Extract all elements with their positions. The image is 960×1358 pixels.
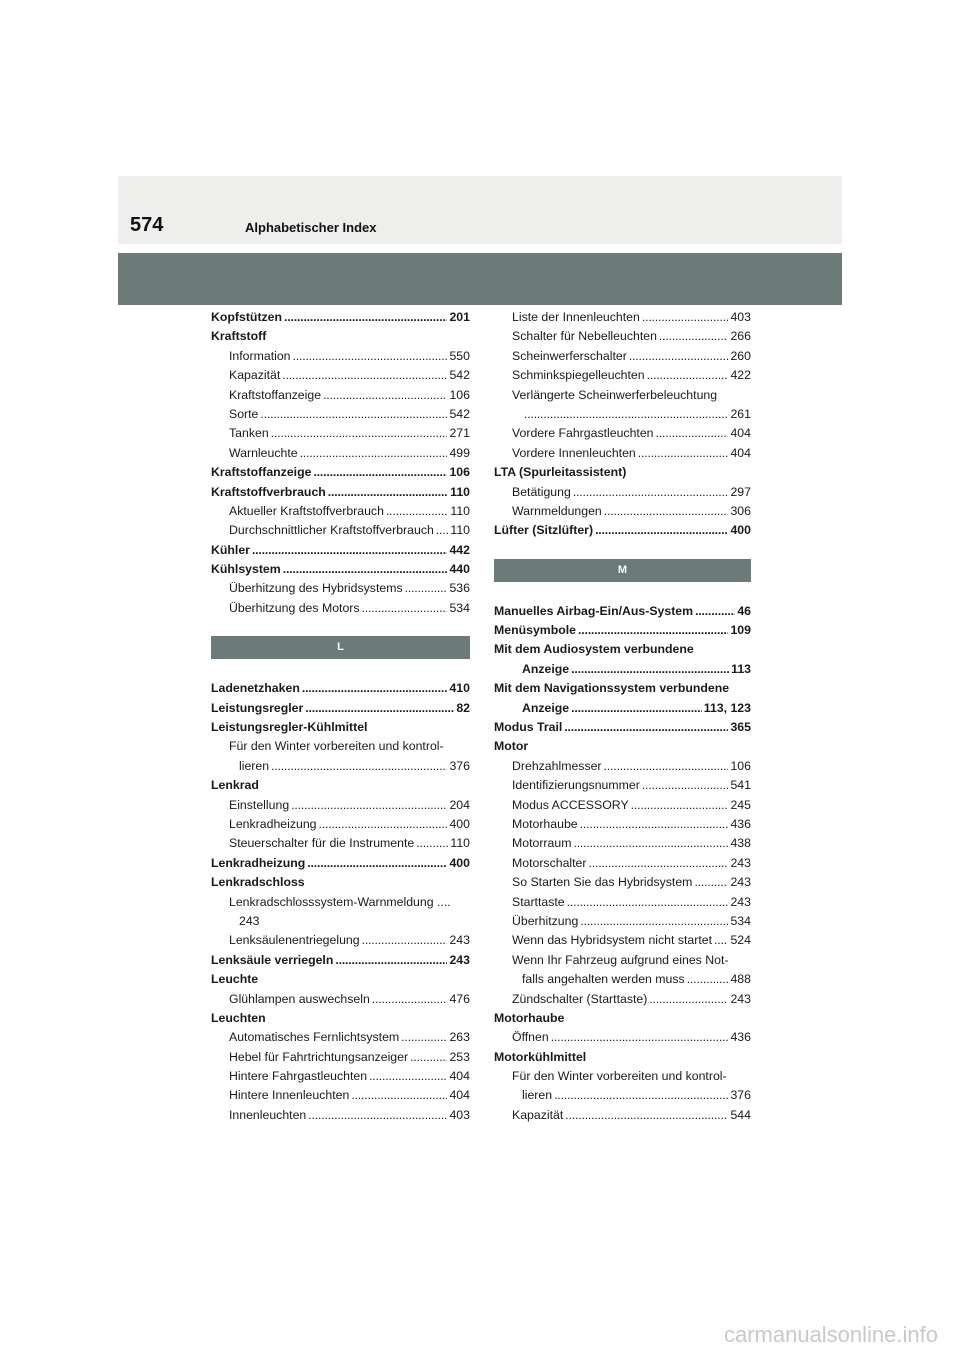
dot-leader [687, 970, 729, 989]
index-entry-label: Motorschalter [512, 855, 587, 870]
index-entry [211, 815, 470, 834]
index-entry-page[interactable]: 442 [449, 542, 470, 557]
index-entry-label: Wenn Ihr Fahrzeug aufgrund eines Not- [512, 952, 729, 967]
index-entry [494, 796, 751, 815]
index-column-left [211, 308, 470, 1125]
index-entry-page[interactable]: 376 [449, 758, 470, 773]
index-entry [211, 1048, 470, 1067]
index-entry-page[interactable]: 243 [449, 952, 470, 967]
index-entry-page[interactable]: 536 [449, 581, 470, 596]
dot-leader [271, 424, 448, 443]
index-entry [211, 483, 470, 502]
index-entry-page[interactable]: 403 [730, 310, 751, 324]
index-entry [211, 757, 470, 776]
index-entry [211, 1106, 470, 1125]
index-entry-label: Lenkradheizung [211, 855, 306, 870]
index-entry [211, 444, 470, 463]
index-entry-label: Lenkrad [211, 778, 259, 793]
dot-leader [604, 502, 729, 521]
index-entry-page[interactable]: 541 [730, 778, 751, 793]
index-entry-label: Leistungsregler [211, 700, 304, 715]
watermark: carmanualsonline.info [723, 1322, 938, 1347]
index-entry-label: Einstellung [229, 797, 290, 812]
index-entry [211, 308, 470, 327]
section-bar-m: M [494, 559, 751, 582]
index-entry [494, 815, 751, 834]
page-header [118, 176, 842, 244]
index-entry-page[interactable]: 404 [449, 1088, 470, 1103]
dot-leader [260, 405, 447, 424]
index-entry-label: Sorte [229, 406, 259, 421]
index-entry [211, 990, 470, 1009]
dot-leader [573, 483, 729, 502]
index-entry-label: Zündschalter (Starttaste) [512, 991, 648, 1006]
index-entry-page[interactable]: 410 [449, 681, 470, 696]
dot-leader [564, 718, 728, 737]
index-entry [494, 699, 751, 718]
index-entry [494, 327, 751, 346]
index-entry [494, 1106, 751, 1125]
dot-leader [524, 405, 728, 424]
index-entry-page[interactable]: 542 [449, 406, 470, 421]
dot-leader [283, 560, 448, 579]
dot-leader [362, 931, 448, 950]
index-entry [494, 1048, 751, 1067]
index-entry [211, 1009, 470, 1028]
index-entry [494, 951, 751, 970]
dot-leader [284, 308, 447, 327]
index-entry [211, 776, 470, 795]
index-entry [211, 718, 470, 737]
index-entry-page[interactable]: 82 [456, 700, 470, 715]
index-entry-label: Schminkspiegelleuchten [512, 368, 645, 383]
index-entry-page[interactable]: 440 [449, 562, 470, 577]
index-entry [494, 1028, 751, 1047]
index-entry-page[interactable]: 524 [730, 933, 751, 948]
index-entry-label: Drehzahlmesser [512, 758, 602, 773]
index-list-right-a [494, 308, 751, 541]
index-entry-label: Modus Trail [494, 720, 563, 735]
index-entry-page[interactable]: 253 [449, 1049, 470, 1064]
index-entry-label: Lenksäulenentriegelung [229, 933, 360, 948]
index-entry-page[interactable]: 488 [730, 972, 751, 987]
index-entry-page[interactable]: 476 [449, 991, 470, 1006]
index-entry [494, 873, 751, 892]
index-entry-page[interactable]: 110 [450, 523, 470, 538]
index-entry-page[interactable]: 404 [449, 1069, 470, 1084]
dot-leader [362, 599, 448, 618]
index-entry-label: Lenkradschloss [211, 875, 305, 890]
index-entry-page[interactable]: 400 [449, 855, 470, 870]
index-entry-page[interactable]: 271 [449, 426, 470, 441]
index-entry-page[interactable]: 110 [450, 503, 470, 518]
index-entry [494, 931, 751, 950]
index-entry-label: Lüfter (Sitzlüfter) [494, 523, 594, 538]
dot-leader [319, 815, 448, 834]
index-entry [211, 912, 470, 931]
index-entry-label: Leistungsregler-Kühlmittel [211, 720, 368, 735]
index-entry [494, 1086, 751, 1105]
dot-leader [551, 1028, 729, 1047]
index-entry-label: Vordere Fahrgastleuchten [512, 426, 654, 441]
index-entry [211, 541, 470, 560]
page-header-title: Alphabetischer Index [245, 220, 377, 235]
index-column-right [494, 308, 751, 1125]
index-entry [494, 660, 751, 679]
dot-leader [293, 347, 448, 366]
index-entry [494, 347, 751, 366]
dot-leader [659, 327, 729, 346]
index-entry-label: Innenleuchten [229, 1107, 307, 1122]
header-band [118, 253, 842, 305]
index-entry-page[interactable]: 266 [730, 329, 751, 344]
dot-leader [554, 1086, 728, 1105]
index-entry-page[interactable]: 260 [730, 348, 751, 363]
index-entry [494, 737, 751, 756]
index-entry-page[interactable]: 550 [449, 348, 470, 363]
index-entry-label: Lenkradheizung [229, 816, 317, 831]
dot-leader [565, 1106, 728, 1125]
index-entry-label: Kraftstoffanzeige [229, 387, 322, 402]
index-entry-label: Hintere Innenleuchten [229, 1088, 350, 1103]
dot-leader [291, 796, 447, 815]
index-list-left-a [211, 308, 470, 618]
index-entry-label: Betätigung [512, 484, 571, 499]
index-entry-label: Überhitzung des Motors [229, 600, 360, 615]
index-entry [211, 970, 470, 989]
index-entry [494, 640, 751, 659]
dot-leader [401, 1028, 447, 1047]
index-entry-label: Motorhaube [494, 1010, 565, 1025]
index-entry [211, 679, 470, 698]
index-entry-label: Mit dem Navigationssystem verbundene [494, 681, 730, 696]
index-entry-page[interactable]: 306 [730, 503, 751, 518]
index-entry-label: Scheinwerferschalter [512, 348, 627, 363]
index-entry-page[interactable]: 438 [730, 836, 751, 851]
dot-leader [308, 1106, 447, 1125]
dot-leader [300, 444, 448, 463]
index-entry-label: Tanken [229, 426, 269, 441]
index-entry-page[interactable]: 422 [730, 368, 751, 383]
dot-leader [589, 854, 729, 873]
index-entry-page[interactable]: 400 [449, 816, 470, 831]
index-entry-label: Warnmeldungen [512, 503, 602, 518]
index-entry [494, 405, 751, 424]
index-entry [211, 405, 470, 424]
index-entry-label: Anzeige [522, 700, 570, 715]
dot-leader [410, 1048, 447, 1067]
index-entry [211, 796, 470, 815]
dot-leader [642, 308, 729, 327]
dot-leader [571, 660, 729, 679]
dot-leader [573, 834, 728, 853]
index-entry-page[interactable]: 365 [730, 720, 751, 735]
index-entry-label: Motorhaube [512, 816, 578, 831]
index-entry-page[interactable]: 544 [730, 1107, 751, 1122]
index-entry-page[interactable]: 499 [449, 445, 470, 460]
index-entry-page[interactable]: 400 [730, 523, 751, 538]
dot-leader [313, 463, 447, 482]
index-entry-page[interactable]: 113, 123 [703, 700, 751, 715]
index-entry-label: Warnleuchte [229, 445, 298, 460]
index-entry-label: Motorkühlmittel [494, 1049, 587, 1064]
index-entry-page[interactable]: 243 [730, 875, 751, 890]
index-entry-label: Information [229, 348, 291, 363]
dot-leader [714, 931, 728, 950]
index-entry-page[interactable]: 245 [730, 797, 751, 812]
index-entry-label: Ladenetzhaken [211, 681, 300, 696]
dot-leader [571, 699, 702, 718]
index-entry-label: Menüsymbole [494, 623, 576, 638]
index-entry [494, 424, 751, 443]
index-entry-page[interactable]: 243 [730, 855, 751, 870]
dot-leader [335, 951, 447, 970]
index-entry-label: Motorraum [512, 836, 572, 851]
index-entry-page[interactable]: 110 [450, 484, 470, 499]
dot-leader [405, 579, 448, 598]
index-entry-label: Starttaste [512, 894, 565, 909]
index-entry-label: LTA (Spurleitassistent) [494, 465, 627, 480]
index-entry [494, 502, 751, 521]
index-entry [494, 1009, 751, 1028]
index-entry-label: Für den Winter vorbereiten und kontrol- [229, 739, 444, 754]
index-entry [211, 737, 470, 756]
index-entry [211, 1067, 470, 1086]
index-entry-page[interactable]: 404 [730, 445, 751, 460]
page-number: 574 [130, 214, 164, 236]
index-entry [494, 718, 751, 737]
index-entry-label: Kapazität [229, 368, 281, 383]
index-entry-label: Motor [494, 739, 529, 754]
index-entry-page[interactable]: 403 [449, 1107, 470, 1122]
index-entry-page[interactable]: 113 [731, 661, 751, 676]
index-entry [211, 521, 470, 540]
dot-leader [282, 366, 447, 385]
index-entry [211, 873, 470, 892]
dot-leader [302, 679, 448, 698]
index-entry-label: Durchschnittlicher Kraftstoffverbrauch [229, 523, 434, 538]
index-entry [211, 366, 470, 385]
index-entry-label: Für den Winter vorbereiten und kontrol- [512, 1069, 727, 1084]
index-entry-page[interactable]: 261 [730, 406, 751, 421]
index-entry [211, 327, 470, 346]
index-entry-label: 243 [239, 913, 260, 928]
index-entry [211, 579, 470, 598]
index-entry-label: Kraftstoffanzeige [211, 465, 312, 480]
index-entry-page[interactable]: 297 [730, 484, 751, 499]
index-entry-page[interactable]: 243 [449, 933, 470, 948]
index-entry [211, 1086, 470, 1105]
index-entry-page[interactable]: 436 [730, 816, 751, 831]
index-entry [494, 679, 751, 698]
index-entry-label: Mit dem Audiosystem verbundene [494, 642, 694, 657]
index-entry-label: Kraftstoff [211, 329, 267, 344]
index-entry-page[interactable]: 106 [730, 758, 751, 773]
index-entry-page[interactable]: 201 [449, 310, 470, 324]
index-entry-label: Schalter für Nebelleuchten [512, 329, 657, 344]
index-entry-label: Aktueller Kraftstoffverbrauch [229, 503, 384, 518]
index-entry-label: Kühlsystem [211, 562, 281, 577]
section-bar-l: L [211, 636, 470, 659]
index-entry [494, 621, 751, 640]
index-entry [494, 834, 751, 853]
dot-leader [638, 444, 729, 463]
index-entry [494, 366, 751, 385]
dot-leader [271, 757, 447, 776]
index-entry-label: Liste der Innenleuchten [512, 310, 640, 324]
dot-leader [416, 834, 448, 853]
index-entry [494, 308, 751, 327]
index-entry-label: Leuchte [211, 972, 259, 987]
index-entry [211, 502, 470, 521]
index-entry [494, 1067, 751, 1086]
index-entry [494, 776, 751, 795]
index-entry-label: Kapazität [512, 1107, 564, 1122]
index-list-right-b [494, 602, 751, 1126]
index-entry [494, 483, 751, 502]
index-entry [211, 931, 470, 950]
index-entry-label: lieren [239, 758, 270, 773]
index-entry [494, 463, 751, 482]
index-entry [211, 854, 470, 873]
dot-leader [642, 776, 729, 795]
index-entry [494, 893, 751, 912]
dot-leader [694, 873, 728, 892]
index-entry-label: lieren [522, 1088, 553, 1103]
index-entry [494, 912, 751, 931]
index-entry-label: Wenn das Hybridsystem nicht startet [512, 933, 713, 948]
index-entry-page[interactable]: 263 [449, 1030, 470, 1045]
index-entry-page[interactable]: 106 [449, 387, 470, 402]
index-entry [494, 521, 751, 540]
dot-leader [580, 912, 728, 931]
index-entry-page[interactable]: 243 [730, 894, 751, 909]
index-entry-label: Leuchten [211, 1010, 266, 1025]
dot-leader [305, 699, 454, 718]
index-entry-page[interactable]: 534 [449, 600, 470, 615]
index-entry-label: Kühler [211, 542, 250, 557]
index-entry [494, 854, 751, 873]
dot-leader [580, 815, 729, 834]
dot-leader [351, 1086, 447, 1105]
index-entry-label: Vordere Innenleuchten [512, 445, 636, 460]
index-entry [494, 444, 751, 463]
index-entry [211, 560, 470, 579]
index-entry [211, 463, 470, 482]
index-entry-label: falls angehalten werden muss [522, 972, 685, 987]
index-entry-label: Kraftstoffverbrauch [211, 484, 326, 499]
dot-leader [307, 854, 447, 873]
index-entry-label: So Starten Sie das Hybridsystem [512, 875, 693, 890]
dot-leader [647, 366, 729, 385]
dot-leader [386, 502, 448, 521]
index-entry-page[interactable]: 542 [449, 368, 470, 383]
index-entry-label: Lenkradschlosssystem-Warnmeldung .... [229, 894, 451, 909]
dot-leader [649, 990, 728, 1009]
dot-leader [328, 483, 448, 502]
index-entry-page[interactable]: 106 [449, 465, 470, 480]
index-entry-label: Anzeige [522, 661, 570, 676]
dot-leader [372, 990, 448, 1009]
index-entry-label: Überhitzung [512, 913, 579, 928]
index-entry [211, 599, 470, 618]
dot-leader [252, 541, 448, 560]
dot-leader [631, 796, 729, 815]
index-entry [211, 951, 470, 970]
dot-leader [323, 386, 447, 405]
dot-leader [567, 893, 729, 912]
index-entry-label: Steuerschalter für die Instrumente [229, 836, 415, 851]
index-entry [494, 990, 751, 1009]
index-entry-page[interactable]: 46 [737, 603, 751, 618]
index-entry-page[interactable]: 109 [730, 623, 751, 638]
dot-leader [695, 602, 735, 621]
index-entry [211, 1028, 470, 1047]
index-entry-page[interactable]: 204 [449, 797, 470, 812]
dot-leader [629, 347, 729, 366]
index-entry [494, 602, 751, 621]
index-entry-page[interactable]: 436 [730, 1030, 751, 1045]
index-entry [211, 424, 470, 443]
dot-leader [578, 621, 728, 640]
index-entry [494, 970, 751, 989]
index-entry-page[interactable]: 404 [730, 426, 751, 441]
index-entry-page[interactable]: 110 [450, 836, 470, 851]
index-entry-label: Manuelles Airbag-Ein/Aus-System [494, 603, 694, 618]
dot-leader [595, 521, 728, 540]
index-entry-label: Hebel für Fahrtrichtungsanzeiger [229, 1049, 409, 1064]
index-entry [211, 347, 470, 366]
index-entry [211, 893, 470, 912]
index-entry-label: Hintere Fahrgastleuchten [229, 1069, 368, 1084]
index-entry-label: Überhitzung des Hybridsystems [229, 581, 403, 596]
index-entry-label: Identifizierungsnummer [512, 778, 640, 793]
dot-leader [604, 757, 729, 776]
index-entry-page[interactable]: 376 [730, 1088, 751, 1103]
index-entry-label: Verlängerte Scheinwerferbeleuchtung [512, 387, 718, 402]
index-entry [211, 834, 470, 853]
dot-leader [436, 521, 449, 540]
index-entry [211, 386, 470, 405]
index-entry-label: Automatisches Fernlichtsystem [229, 1030, 400, 1045]
index-entry-label: Glühlampen auswechseln [229, 991, 370, 1006]
index-entry-label: Kopfstützen [211, 310, 283, 324]
dot-leader [656, 424, 729, 443]
index-entry-label: Öffnen [512, 1030, 549, 1045]
index-entry-page[interactable]: 243 [730, 991, 751, 1006]
index-entry [211, 699, 470, 718]
index-entry [494, 386, 751, 405]
index-entry-label: Modus ACCESSORY [512, 797, 629, 812]
index-entry [494, 757, 751, 776]
dot-leader [369, 1067, 447, 1086]
index-entry-page[interactable]: 534 [730, 913, 751, 928]
index-entry-label: Lenksäule verriegeln [211, 952, 334, 967]
index-list-left-b [211, 679, 470, 1125]
